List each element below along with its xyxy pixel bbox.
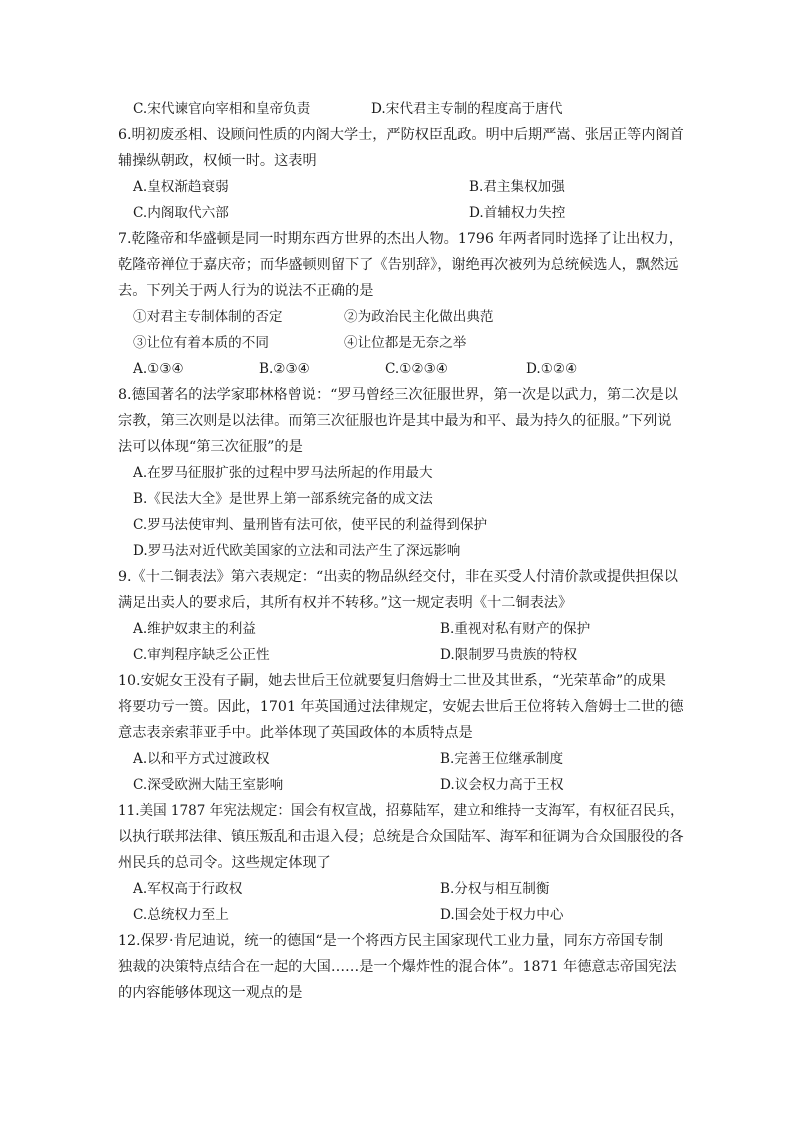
q7-option-a: A.①③④ (133, 361, 184, 377)
q6-option-a: A.皇权渐趋衰弱 (133, 179, 229, 195)
q7-statement-4: ④让位都是无奈之举 (344, 335, 467, 351)
q7-option-b: B.②③④ (259, 361, 310, 377)
q6-stem-line-2: 辅操纵朝政，权倾一时。这表明 (118, 153, 317, 169)
q9-option-c: C.审判程序缺乏公正性 (133, 647, 270, 663)
q10-option-c: C.深受欧洲大陆王室影响 (133, 777, 284, 793)
q7-option-c: C.①②③④ (385, 361, 448, 377)
q9-stem-line-2: 满足出卖人的要求后，其所有权并不转移。”这一规定表明《十二铜表法》 (118, 595, 573, 611)
q11-option-d: D.国会处于权力中心 (440, 907, 564, 923)
q11-stem-line-1: 11.美国 1787 年宪法规定：国会有权宣战，招募陆军，建立和维持一支海军，有权征召民兵， (118, 803, 684, 819)
q12-stem-line-1: 12.保罗·肯尼迪说，统一的德国“是一个将西方民主国家现代工业力量，同东方帝国专制 (118, 933, 664, 949)
q9-option-d: D.限制罗马贵族的特权 (440, 647, 578, 663)
q12-stem-line-3: 的内容能够体现这一观点的是 (118, 985, 303, 1001)
q8-stem-line-1: 8.德国著名的法学家耶林格曾说：“罗马曾经三次征服世界，第一次是以武力，第二次是以 (118, 387, 678, 403)
q7-statement-3: ③让位有着本质的不同 (133, 335, 269, 351)
q6-stem-line-1: 6.明初废丞相、设顾问性质的内阁大学士，严防权臣乱政。明中后期严嵩、张居正等内阁首 (118, 127, 684, 143)
q10-stem-line-3: 意志表亲索菲亚手中。此举体现了英国政体的本质特点是 (118, 725, 473, 741)
q8-stem-line-2: 宗教，第三次则是以法律。而第三次征服也许是其中最为和平、最为持久的征服。”下列说 (118, 413, 672, 429)
q12-stem-line-2: 独裁的决策特点结合在一起的大国……是一个爆炸性的混合体”。1871 年德意志帝国宪法 (118, 959, 677, 975)
q5-option-c: C.宋代谏官向宰相和皇帝负责 (133, 101, 311, 117)
q10-stem-line-1: 10.安妮女王没有子嗣，她去世后王位就要复归詹姆士二世及其世系，“光荣革命”的成果 (118, 673, 666, 689)
q7-stem-line-3: 去。下列关于两人行为的说法不正确的是 (118, 283, 374, 299)
q8-option-a: A.在罗马征服扩张的过程中罗马法所起的作用最大 (133, 465, 433, 481)
q11-option-a: A.军权高于行政权 (133, 881, 243, 897)
q11-option-b: B.分权与相互制衡 (440, 881, 550, 897)
q9-option-a: A.维护奴隶主的利益 (133, 621, 256, 637)
q6-option-c: C.内阁取代六部 (133, 205, 229, 221)
q10-option-d: D.议会权力高于王权 (440, 777, 564, 793)
q11-stem-line-2: 以执行联邦法律、镇压叛乱和击退入侵；总统是合众国陆军、海军和征调为合众国服役的各 (118, 829, 684, 845)
q8-option-b: B.《民法大全》是世界上第一部系统完备的成文法 (133, 491, 433, 507)
q10-stem-line-2: 将要功亏一篑。因此，1701 年英国通过法律规定，安妮去世后王位将转入詹姆士二世的德 (118, 699, 684, 715)
q11-option-c: C.总统权力至上 (133, 907, 229, 923)
q10-option-b: B.完善王位继承制度 (440, 751, 564, 767)
q8-option-c: C.罗马法使审判、量刑皆有法可依，使平民的利益得到保护 (133, 517, 488, 533)
q7-stem-line-1: 7.乾隆帝和华盛顿是同一时期东西方世界的杰出人物。1796 年两者同时选择了让出权力， (118, 231, 683, 247)
q5-option-d: D.宋代君主专制的程度高于唐代 (371, 101, 563, 117)
q10-option-a: A.以和平方式过渡政权 (133, 751, 270, 767)
q7-option-d: D.①②④ (526, 361, 578, 377)
q7-statement-2: ②为政治民主化做出典范 (344, 309, 494, 325)
q9-option-b: B.重视对私有财产的保护 (440, 621, 591, 637)
q11-stem-line-3: 州民兵的总司令。这些规定体现了 (118, 855, 331, 871)
q7-statement-1: ①对君主专制体制的否定 (133, 309, 283, 325)
q6-option-b: B.君主集权加强 (469, 179, 565, 195)
q9-stem-line-1: 9.《十二铜表法》第六表规定：“出卖的物品纵经交付，非在买受人付清价款或提供担保以 (118, 569, 678, 585)
q6-option-d: D.首辅权力失控 (469, 205, 566, 221)
q8-option-d: D.罗马法对近代欧美国家的立法和司法产生了深远影响 (133, 543, 461, 559)
q8-stem-line-3: 法可以体现“第三次征服”的是 (118, 439, 303, 455)
q7-stem-line-2: 乾隆帝禅位于嘉庆帝；而华盛顿则留下了《告别辞》，谢绝再次被列为总统候选人，飘然远 (118, 257, 679, 273)
